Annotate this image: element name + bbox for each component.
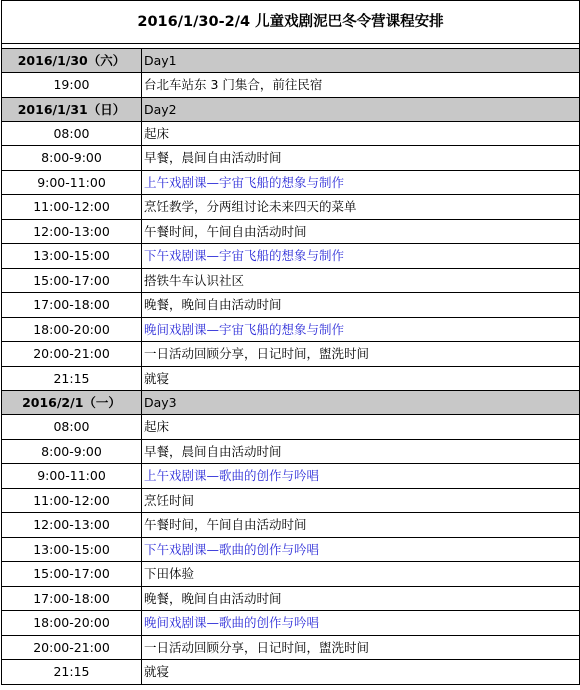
schedule-row (2, 244, 580, 269)
time-cell: 15:00-17:00 (2, 562, 142, 587)
time-cell: 8:00-9:00 (2, 439, 142, 464)
activity-cell: 台北车站东 3 门集合，前往民宿 (142, 73, 580, 98)
schedule-table (1, 0, 580, 685)
schedule-row (2, 488, 580, 513)
schedule-row (2, 219, 580, 244)
activity-cell: 早餐，晨间自由活动时间 (142, 439, 580, 464)
time-cell: 21:15 (2, 660, 142, 685)
activity-cell: 起床 (142, 415, 580, 440)
schedule-row (2, 366, 580, 391)
activity-cell: 一日活动回顾分享，日记时间，盥洗时间 (142, 635, 580, 660)
activity-cell: 烹饪时间 (142, 488, 580, 513)
time-cell: 15:00-17:00 (2, 268, 142, 293)
activity-cell: 晚餐，晚间自由活动时间 (142, 293, 580, 318)
activity-cell: 午餐时间，午间自由活动时间 (142, 219, 580, 244)
activity-cell: 起床 (142, 121, 580, 146)
schedule-sheet (1, 0, 579, 685)
schedule-row (2, 513, 580, 538)
time-cell: 13:00-15:00 (2, 244, 142, 269)
time-cell: 9:00-11:00 (2, 464, 142, 489)
title-row (2, 1, 580, 44)
activity-cell: 就寝 (142, 660, 580, 685)
schedule-row (2, 439, 580, 464)
schedule-row (2, 293, 580, 318)
time-cell: 17:00-18:00 (2, 586, 142, 611)
time-cell: 18:00-20:00 (2, 611, 142, 636)
drama-class-cell: 上午戏剧课—宇宙飞船的想象与制作 (142, 170, 580, 195)
schedule-row (2, 195, 580, 220)
schedule-row (2, 611, 580, 636)
time-cell: 11:00-12:00 (2, 195, 142, 220)
time-cell: 12:00-13:00 (2, 513, 142, 538)
schedule-row (2, 146, 580, 171)
time-cell: 21:15 (2, 366, 142, 391)
schedule-row (2, 268, 580, 293)
day-date: 2016/2/1（一） (2, 391, 142, 415)
schedule-title: 2016/1/30-2/4 儿童戏剧泥巴冬令营课程安排 (2, 1, 580, 44)
schedule-row (2, 73, 580, 98)
time-cell: 17:00-18:00 (2, 293, 142, 318)
drama-class-cell: 晚间戏剧课—歌曲的创作与吟唱 (142, 611, 580, 636)
schedule-row (2, 660, 580, 685)
schedule-row (2, 586, 580, 611)
time-cell: 12:00-13:00 (2, 219, 142, 244)
schedule-row (2, 537, 580, 562)
day-header-row (2, 97, 580, 121)
drama-class-cell: 上午戏剧课—歌曲的创作与吟唱 (142, 464, 580, 489)
activity-cell: 搭铁牛车认识社区 (142, 268, 580, 293)
schedule-body (2, 1, 580, 685)
time-cell: 08:00 (2, 415, 142, 440)
drama-class-cell: 下午戏剧课—歌曲的创作与吟唱 (142, 537, 580, 562)
schedule-row (2, 317, 580, 342)
activity-cell: 一日活动回顾分享，日记时间，盥洗时间 (142, 342, 580, 367)
activity-cell: 早餐，晨间自由活动时间 (142, 146, 580, 171)
time-cell: 11:00-12:00 (2, 488, 142, 513)
schedule-row (2, 562, 580, 587)
time-cell: 19:00 (2, 73, 142, 98)
day-header-row (2, 49, 580, 73)
activity-cell: 就寝 (142, 366, 580, 391)
time-cell: 20:00-21:00 (2, 635, 142, 660)
drama-class-cell: 晚间戏剧课—宇宙飞船的想象与制作 (142, 317, 580, 342)
day-label: Day3 (142, 391, 580, 415)
drama-class-cell: 下午戏剧课—宇宙飞船的想象与制作 (142, 244, 580, 269)
schedule-row (2, 464, 580, 489)
time-cell: 08:00 (2, 121, 142, 146)
schedule-row (2, 170, 580, 195)
activity-cell: 晚餐，晚间自由活动时间 (142, 586, 580, 611)
schedule-row (2, 121, 580, 146)
schedule-row (2, 415, 580, 440)
day-date: 2016/1/31（日） (2, 97, 142, 121)
time-cell: 8:00-9:00 (2, 146, 142, 171)
day-date: 2016/1/30（六） (2, 49, 142, 73)
activity-cell: 烹饪教学，分两组讨论未来四天的菜单 (142, 195, 580, 220)
activity-cell: 下田体验 (142, 562, 580, 587)
time-cell: 18:00-20:00 (2, 317, 142, 342)
day-header-row (2, 391, 580, 415)
day-label: Day1 (142, 49, 580, 73)
time-cell: 20:00-21:00 (2, 342, 142, 367)
day-label: Day2 (142, 97, 580, 121)
time-cell: 13:00-15:00 (2, 537, 142, 562)
time-cell: 9:00-11:00 (2, 170, 142, 195)
activity-cell: 午餐时间，午间自由活动时间 (142, 513, 580, 538)
schedule-row (2, 635, 580, 660)
schedule-row (2, 342, 580, 367)
